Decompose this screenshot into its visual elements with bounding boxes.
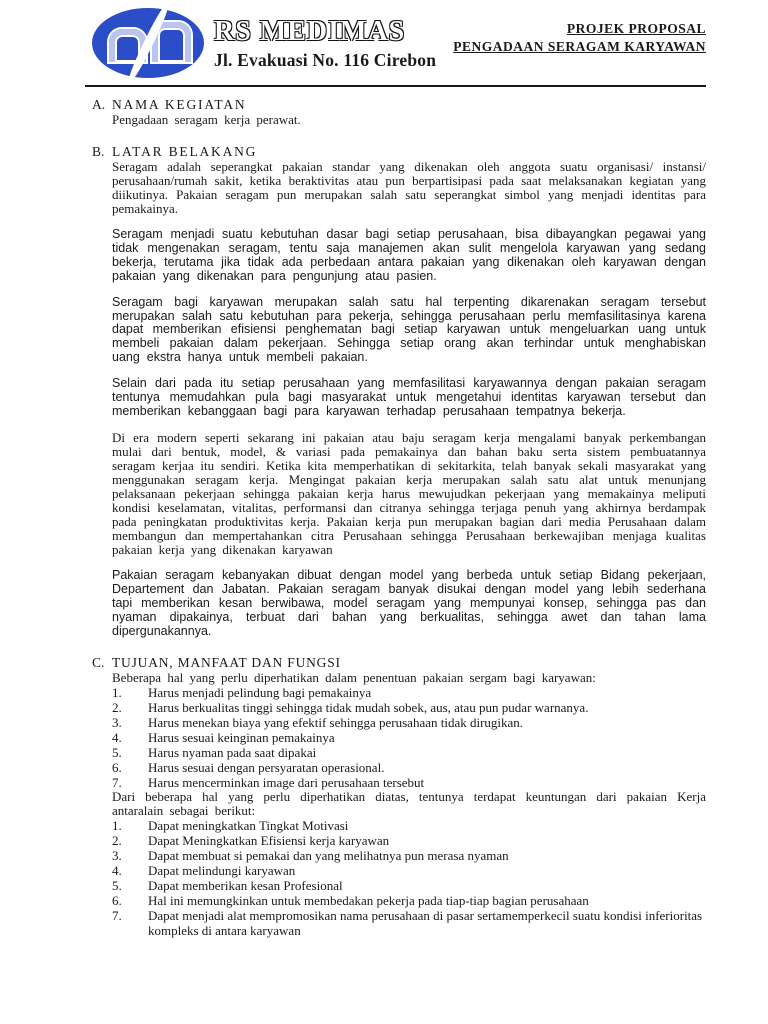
list-item (112, 878, 706, 893)
paragraph: Pakaian seragam kebanyakan dibuat dengan model yang berbeda untuk setiap Bidang pekerjaan, Departement dan Jabatan. Pakaian seragam banyak disukai dengan model yang lebih sederhana tapi memberikan kesan berwibawa, model seragam yang mempunyai konsep, sehingga pas dan nyaman dipakainya, terbuat dari bahan yang berkualitas, sehingga awet dan tahan lama dipergunakannya. (112, 567, 706, 638)
section-letter: C. (92, 655, 105, 671)
paragraph: Selain dari pada itu setiap perusahaan yang memfasilitasi karyawannya dengan pakaian seragam tentunya memudahkan pula bagi masyarakat untuk mengetahui identitas karyawan tersebut dan memberikan kebanggaan bagi para karyawan terhadap perusahaan tempatnya bekerja. (112, 376, 706, 418)
paragraph: Seragam bagi karyawan merupakan salah satu hal terpenting dikarenakan seragam tersebut merupakan salah satu kebutuhan para pekerja, sehingga perusahaan perlu memfasilitasinya karena dapat memberikan efisiensi penghematan bagi setiap karyawan untuk mengeluarkan uang untuk membeli pakaian dalam pekerjaan. Sehingga setiap orang akan terhindar untuk menghabiskan uang ekstra hanya untuk membeli pakaian. (112, 294, 706, 365)
list-item-text: Dapat Meningkatkan Efisiensi kerja karyawan (148, 833, 390, 849)
list-item-number: 3. (112, 848, 122, 864)
list-item-text: Harus nyaman pada saat dipakai (148, 745, 317, 761)
doc-title-line-1: PROJEK PROPOSAL (566, 21, 706, 36)
paragraph: Pengadaan seragam kerja perawat. (112, 112, 301, 127)
list-item (112, 730, 706, 745)
doc-title-line-2: PENGADAAN SERAGAM KARYAWAN (453, 39, 706, 55)
section-latar-belakang (92, 144, 706, 638)
section-content (112, 160, 706, 638)
list-item (112, 908, 706, 938)
section-letter: A. (92, 97, 106, 112)
list-item (112, 848, 706, 863)
list-item-text: Dapat memberikan kesan Profesional (148, 878, 343, 894)
list-item-text: Harus sesuai dengan persyaratan operasional. (148, 760, 385, 776)
list-item (112, 685, 706, 700)
list-item-text: Hal ini memungkinkan untuk membedakan pekerja pada tiap-tiap bagian perusahaan (148, 893, 589, 909)
list-item-text: Dapat menjadi alat mempromosikan nama perusahaan di pasar sertamemperkecil suatu kondisi inferioritas kompleks di antara karyawan (148, 908, 703, 939)
section-title: NAMA KEGIATAN (112, 97, 247, 112)
list-item-number: 5. (112, 878, 122, 894)
list-item-text: Harus menekan biaya yang efektif sehingga perusahaan tidak dirugikan. (148, 715, 524, 731)
section-heading (92, 97, 706, 112)
list-item-number: 1. (112, 685, 122, 701)
list-item-number: 6. (112, 893, 122, 909)
doc-title-block (453, 8, 706, 56)
list-item-number: 7. (112, 908, 122, 924)
list-item (112, 893, 706, 908)
section-heading (92, 655, 706, 670)
list-item-text: Harus menjadi pelindung bagi pemakainya (148, 685, 372, 701)
list-item-number: 2. (112, 833, 122, 849)
letterhead-left (92, 8, 436, 78)
section-content (112, 671, 706, 938)
document-body (0, 87, 768, 938)
section-nama-kegiatan (92, 97, 706, 127)
paragraph: Seragam menjadi suatu kebutuhan dasar bagi setiap perusahaan, bisa dibayangkan pegawai yang tidak mengenakan seragam, tentu saja manajemen akan sulit mengelola karyawan yang sedang bekerja, terutama jika tidak ada perbedaan antara pakaian yang dikenakan oleh karyawan dengan pakaian yang dikenakan para pengunjung atau pasien. (112, 227, 706, 283)
list-item-number: 4. (112, 730, 122, 746)
paragraph: Seragam adalah seperangkat pakaian standar yang dikenakan oleh anggota suatu organisasi/ instansi/ perusahaan/rumah sakit, ketika beraktivitas atau pun berpartisipasi pada saat melaksanakan kegiatan yang diikutinya. Pakaian seragam pun merupakan salah satu seperangkat simbol yang menjadi identitas para pemakainya. (112, 159, 706, 216)
list-item-number: 2. (112, 700, 122, 716)
list-item-number: 4. (112, 863, 122, 879)
list-item-number: 1. (112, 818, 122, 834)
list-item (112, 700, 706, 715)
org-address: Jl. Evakuasi No. 116 Cirebon (214, 49, 437, 70)
section-heading (92, 144, 706, 159)
list-item (112, 833, 706, 848)
org-name: RS MEDIMAS (214, 16, 406, 48)
list-item-text: Dapat membuat si pemakai dan yang melihatnya pun merasa nyaman (148, 848, 509, 864)
list-item (112, 715, 706, 730)
section-content (112, 113, 706, 127)
list-item (112, 818, 706, 833)
list-item-number: 3. (112, 715, 122, 731)
list-item-number: 5. (112, 745, 122, 761)
section-title: LATAR BELAKANG (112, 144, 258, 159)
list-item-text: Dapat melindungi karyawan (148, 863, 296, 879)
section-title: TUJUAN, MANFAAT DAN FUNGSI (112, 655, 341, 671)
section-tujuan-manfaat-fungsi (92, 655, 706, 938)
letterhead (0, 0, 768, 78)
paragraph: Dari beberapa hal yang perlu diperhatikan diatas, tentunya terdapat keuntungan dari pakaian Kerja antaralain sebagai berikut: (112, 789, 706, 819)
list-item-text: Harus berkualitas tinggi sehingga tidak mudah sobek, aus, atau pun pudar warnanya. (148, 700, 589, 716)
list-item (112, 863, 706, 878)
list-item (112, 760, 706, 775)
section-letter: B. (92, 144, 105, 159)
list-item-text: Harus sesuai keinginan pemakainya (148, 730, 335, 746)
list-item-number: 6. (112, 760, 122, 776)
letterhead-text (214, 15, 436, 70)
rs-medimas-logo (92, 8, 204, 78)
list-item (112, 745, 706, 760)
paragraph: Di era modern seperti sekarang ini pakaian atau baju seragam kerja mengalami banyak perkembangan mulai dari bentuk, model, & variasi pada pemakainya dan bahan baku serta sistem pembuatannya seragam kerjaa itu sendiri. Ketika kita memperhatikan di sekitarkita, telah banyak sekali masyarakat yang menggunakan seragam kerja. Mengingat pakaian kerja merupakan salah satu alat untuk menunjang pelaksanaan pekerjaan sehingga pakaian kerja harus mewujudkan pekerjaan yang memakainya meliputi kondisi keselamatan, vitalitas, performansi dan citranya sehingga terjaga penuh yang akhirnya berdampak pada peningkatan produktivitas kerja. Pakaian kerja pun merupakan bagian dari media Perusahaan dalam membangun dan mempertahankan citra Perusahaan sehingga Perusahaan berkewajiban menjaga kualitas pakaian kerja yang dikenakan karyawan (112, 429, 706, 557)
paragraph: Beberapa hal yang perlu diperhatikan dalam penentuan pakaian sergam bagi karyawan: (112, 670, 596, 686)
list-item-text: Harus mencerminkan image dari perusahaan tersebut (148, 775, 425, 791)
list-item-text: Dapat meningkatkan Tingkat Motivasi (148, 818, 349, 834)
list-item (112, 775, 706, 790)
list-item-number: 7. (112, 775, 122, 791)
